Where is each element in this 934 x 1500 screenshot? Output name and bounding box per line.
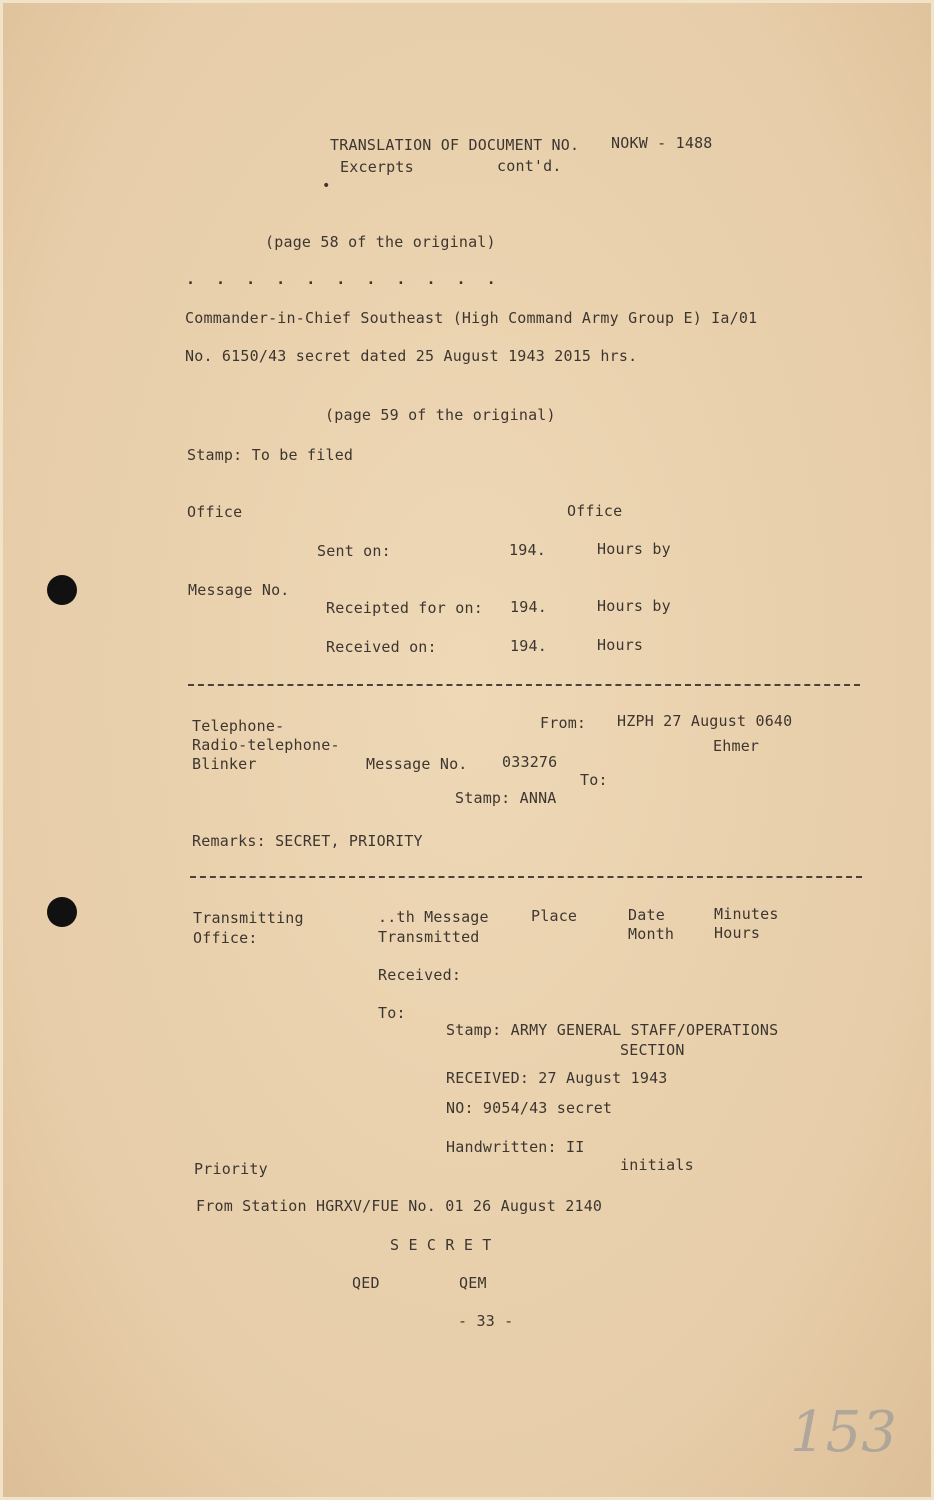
document-number: NOKW - 1488 (611, 134, 713, 152)
page-number: - 33 - (458, 1312, 514, 1330)
office-right-label: Office (567, 502, 623, 520)
message-no-label-2: Message No. (366, 755, 468, 773)
received-label-3: Received: (378, 966, 462, 984)
message-no-value: 033276 (502, 753, 558, 771)
stamp-operations-line-1: Stamp: ARMY GENERAL STAFF/OPERATIONS (446, 1021, 779, 1039)
secret-heading: S E C R E T (390, 1236, 492, 1254)
blinker-label: Blinker (192, 755, 257, 773)
stamp-operations-line-2: SECTION (620, 1041, 685, 1059)
from-station-line: From Station HGRXV/FUE No. 01 26 August 2140 (196, 1197, 603, 1215)
divider-dashed-2 (190, 876, 862, 878)
radio-telephone-label: Radio-telephone- (192, 736, 340, 754)
from-label: From: (540, 714, 587, 732)
no-secret-value: NO: 9054/43 secret (446, 1099, 613, 1117)
to-label-3: To: (378, 1004, 406, 1022)
command-line-2: No. 6150/43 secret dated 25 August 1943 2015 hrs. (185, 347, 638, 365)
punch-hole-bottom (47, 897, 77, 927)
receipted-for-on-label: Receipted for on: (326, 599, 483, 617)
contd-label: cont'd. (497, 157, 562, 175)
year-194-sent: 194. (509, 541, 546, 559)
qed-code: QED (352, 1274, 380, 1292)
to-label-2: To: (580, 771, 608, 789)
stamp-to-be-filed: Stamp: To be filed (187, 446, 354, 464)
th-message-label: ..th Message (378, 908, 489, 926)
transmitted-label: Transmitted (378, 928, 480, 946)
punch-hole-top (47, 575, 77, 605)
hours-by-receipted: Hours by (597, 597, 671, 615)
excerpts-label: Excerpts (340, 158, 414, 176)
month-label: Month (628, 925, 675, 943)
minutes-label: Minutes (714, 905, 779, 923)
initials-label: initials (620, 1156, 694, 1174)
handwritten-folio-number: 153 (790, 1400, 897, 1465)
divider-dashed-1 (188, 684, 860, 686)
ellipsis-row: . . . . . . . . . . . (186, 270, 502, 288)
hours-by-sent: Hours by (597, 540, 671, 558)
telephone-label: Telephone- (192, 717, 285, 735)
hours-received: Hours (597, 636, 644, 654)
hours-label-3: Hours (714, 924, 761, 942)
from-value: HZPH 27 August 0640 (617, 712, 793, 730)
priority-label: Priority (194, 1160, 268, 1178)
qem-code: QEM (459, 1274, 487, 1292)
from-name: Ehmer (713, 737, 760, 755)
handwritten-label: Handwritten: II (446, 1138, 585, 1156)
document-title: TRANSLATION OF DOCUMENT NO. (330, 136, 580, 154)
office-left-label: Office (187, 503, 243, 521)
office-label-3: Office: (193, 929, 258, 947)
place-label: Place (531, 907, 578, 925)
stamp-anna: Stamp: ANNA (455, 789, 557, 807)
page-58-reference: (page 58 of the original) (265, 233, 496, 251)
year-194-receipted: 194. (510, 598, 547, 616)
year-194-received: 194. (510, 637, 547, 655)
received-date: RECEIVED: 27 August 1943 (446, 1069, 668, 1087)
bullet-mark: • (322, 178, 331, 194)
sent-on-label: Sent on: (317, 542, 391, 560)
received-on-label: Received on: (326, 638, 437, 656)
remarks-line: Remarks: SECRET, PRIORITY (192, 832, 423, 850)
transmitting-label: Transmitting (193, 909, 304, 927)
page-59-reference: (page 59 of the original) (325, 406, 556, 424)
message-no-label: Message No. (188, 581, 290, 599)
command-line-1: Commander-in-Chief Southeast (High Command Army Group E) Ia/01 (185, 309, 758, 327)
date-label: Date (628, 906, 665, 924)
